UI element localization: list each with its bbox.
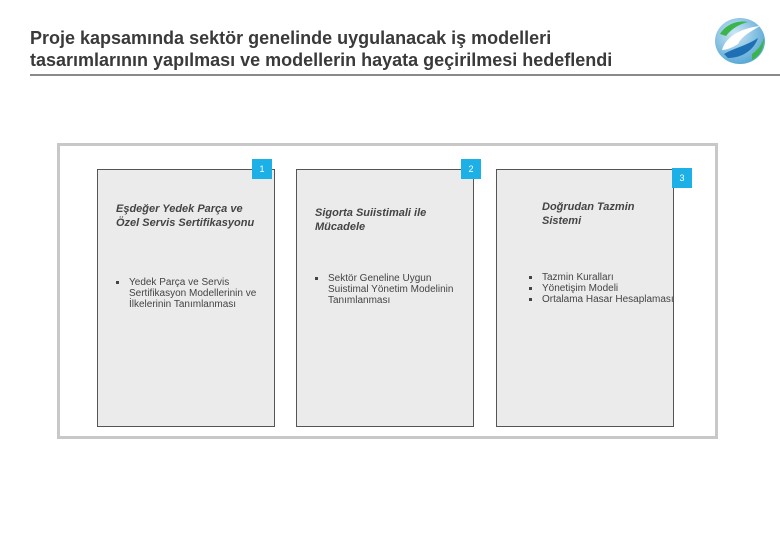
page-title (30, 27, 710, 71)
card-3 (496, 169, 685, 427)
card-number-badge: 1 (252, 159, 272, 179)
list-item: Tazmin Kuralları (529, 272, 679, 283)
list-item: Ortalama Hasar Hesaplaması (529, 294, 679, 305)
company-logo-icon (712, 14, 768, 66)
card-1 (97, 164, 275, 427)
card-title: Eşdeğer Yedek Parça ve Özel Servis Sertifikasyonu (116, 203, 255, 229)
title-divider (30, 74, 780, 76)
card-number-badge: 2 (461, 159, 481, 179)
card-number-badge: 3 (672, 168, 692, 188)
list-item: Yedek Parça ve Servis Sertifikasyon Modellerinin ve İlkelerinin Tanımlanması (116, 277, 266, 310)
list-item: Sektör Geneline Uygun Suistimal Yönetim Modelinin Tanımlanması (315, 273, 465, 306)
title-line-1: Proje kapsamında sektör genelinde uygulanacak iş modelleri (30, 28, 552, 48)
models-frame (57, 143, 718, 439)
card-bullet-list (529, 272, 679, 305)
card-bullet-list (116, 277, 266, 310)
title-line-2: tasarımlarının yapılması ve modellerin hayata geçirilmesi hedeflendi (30, 50, 613, 70)
list-item: Yönetişim Modeli (529, 283, 679, 294)
card-bullet-list (315, 273, 465, 306)
card-title: Doğrudan Tazmin Sistemi (542, 201, 635, 227)
card-2 (296, 164, 474, 427)
card-title: Sigorta Suiistimali ile Mücadele (315, 207, 427, 233)
